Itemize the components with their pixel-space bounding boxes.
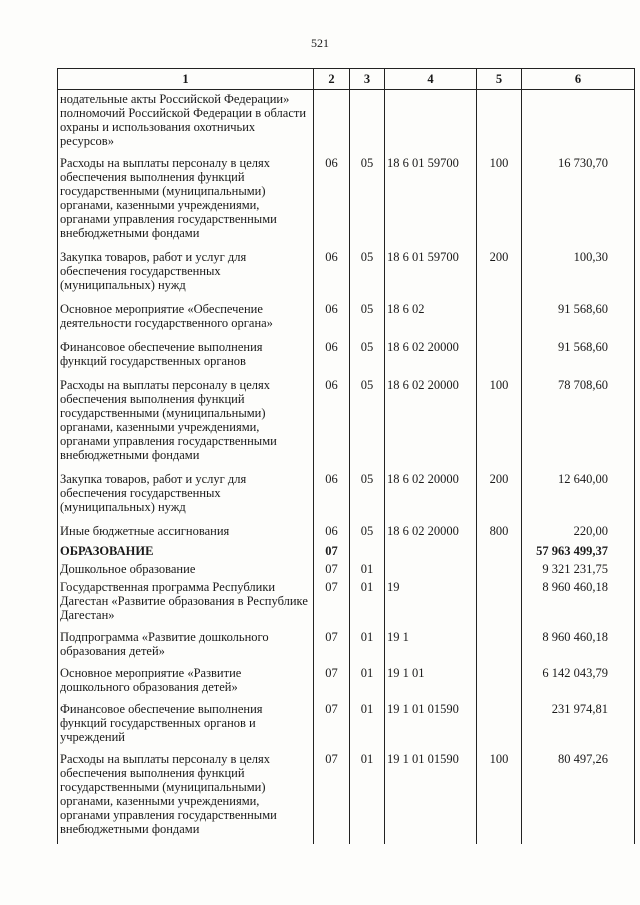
expense-type-code bbox=[477, 562, 522, 580]
subsection-code: 05 bbox=[350, 472, 385, 524]
section-code: 06 bbox=[314, 340, 350, 378]
subsection-code bbox=[350, 544, 385, 562]
target-article-code bbox=[385, 562, 477, 580]
table-row bbox=[58, 580, 635, 630]
expense-type-code bbox=[477, 340, 522, 378]
section-code: 06 bbox=[314, 378, 350, 472]
section-code: 06 bbox=[314, 472, 350, 524]
subsection-code: 01 bbox=[350, 580, 385, 630]
subsection-code: 01 bbox=[350, 752, 385, 844]
subsection-code: 01 bbox=[350, 666, 385, 702]
amount bbox=[522, 90, 635, 157]
subsection-code: 01 bbox=[350, 702, 385, 752]
amount: 80 497,26 bbox=[522, 752, 635, 844]
expense-type-code: 100 bbox=[477, 378, 522, 472]
section-code: 07 bbox=[314, 630, 350, 666]
target-article-code bbox=[385, 544, 477, 562]
expense-type-code bbox=[477, 630, 522, 666]
amount: 220,00 bbox=[522, 524, 635, 544]
table-body bbox=[58, 90, 635, 845]
target-article-code: 19 1 01 01590 bbox=[385, 752, 477, 844]
column-header: 4 bbox=[385, 69, 477, 90]
expense-type-code: 200 bbox=[477, 250, 522, 302]
table-row bbox=[58, 562, 635, 580]
section-code: 06 bbox=[314, 156, 350, 250]
amount: 16 730,70 bbox=[522, 156, 635, 250]
expense-type-code: 200 bbox=[477, 472, 522, 524]
item-name: Финансовое обеспечение выполнения функций государственных органов bbox=[58, 340, 314, 378]
item-name: Расходы на выплаты персоналу в целях обеспечения выполнения функций государственными (муниципальными) органами, казенными учреждениями, органами управления государственными внебюджетными фондами bbox=[58, 378, 314, 472]
amount: 8 960 460,18 bbox=[522, 580, 635, 630]
column-header: 2 bbox=[314, 69, 350, 90]
item-name: Закупка товаров, работ и услуг для обеспечения государственных (муниципальных) нужд bbox=[58, 250, 314, 302]
item-name: Подпрограмма «Развитие дошкольного образования детей» bbox=[58, 630, 314, 666]
target-article-code: 18 6 02 20000 bbox=[385, 524, 477, 544]
amount: 6 142 043,79 bbox=[522, 666, 635, 702]
section-code bbox=[314, 90, 350, 157]
column-header: 3 bbox=[350, 69, 385, 90]
section-code: 06 bbox=[314, 524, 350, 544]
column-header: 6 bbox=[522, 69, 635, 90]
expense-type-code bbox=[477, 580, 522, 630]
item-name: ОБРАЗОВАНИЕ bbox=[58, 544, 314, 562]
item-name: Расходы на выплаты персоналу в целях обеспечения выполнения функций государственными (муниципальными) органами, казенными учреждениями, органами управления государственными внебюджетными фондами bbox=[58, 156, 314, 250]
subsection-code: 01 bbox=[350, 562, 385, 580]
section-code: 06 bbox=[314, 302, 350, 340]
section-code: 07 bbox=[314, 752, 350, 844]
table-row bbox=[58, 302, 635, 340]
amount: 12 640,00 bbox=[522, 472, 635, 524]
table-row bbox=[58, 666, 635, 702]
subsection-code: 05 bbox=[350, 378, 385, 472]
item-name: Государственная программа Республики Дагестан «Развитие образования в Республике Дагестан» bbox=[58, 580, 314, 630]
subsection-code: 05 bbox=[350, 302, 385, 340]
item-name: Основное мероприятие «Обеспечение деятельности государственного органа» bbox=[58, 302, 314, 340]
target-article-code: 19 bbox=[385, 580, 477, 630]
table-row bbox=[58, 378, 635, 472]
expense-type-code bbox=[477, 90, 522, 157]
table-row bbox=[58, 630, 635, 666]
section-code: 07 bbox=[314, 562, 350, 580]
amount: 8 960 460,18 bbox=[522, 630, 635, 666]
budget-table bbox=[57, 68, 635, 844]
table-row bbox=[58, 472, 635, 524]
target-article-code bbox=[385, 90, 477, 157]
table-row bbox=[58, 524, 635, 544]
table-row bbox=[58, 752, 635, 844]
amount: 100,30 bbox=[522, 250, 635, 302]
item-name: Основное мероприятие «Развитие дошкольного образования детей» bbox=[58, 666, 314, 702]
target-article-code: 18 6 02 20000 bbox=[385, 340, 477, 378]
subsection-code bbox=[350, 90, 385, 157]
amount: 9 321 231,75 bbox=[522, 562, 635, 580]
expense-type-code: 100 bbox=[477, 752, 522, 844]
subsection-code: 05 bbox=[350, 524, 385, 544]
expense-type-code bbox=[477, 666, 522, 702]
expense-type-code: 100 bbox=[477, 156, 522, 250]
item-name: Закупка товаров, работ и услуг для обеспечения государственных (муниципальных) нужд bbox=[58, 472, 314, 524]
expense-type-code bbox=[477, 302, 522, 340]
section-code: 07 bbox=[314, 580, 350, 630]
subsection-code: 05 bbox=[350, 340, 385, 378]
page-number: 521 bbox=[311, 36, 329, 50]
table-row bbox=[58, 250, 635, 302]
table-row bbox=[58, 702, 635, 752]
amount: 57 963 499,37 bbox=[522, 544, 635, 562]
target-article-code: 18 6 02 bbox=[385, 302, 477, 340]
table-row bbox=[58, 340, 635, 378]
table-row bbox=[58, 156, 635, 250]
table-row bbox=[58, 90, 635, 157]
column-header: 5 bbox=[477, 69, 522, 90]
expense-type-code bbox=[477, 544, 522, 562]
subsection-code: 05 bbox=[350, 250, 385, 302]
target-article-code: 19 1 01 bbox=[385, 666, 477, 702]
expense-type-code bbox=[477, 702, 522, 752]
section-code: 07 bbox=[314, 702, 350, 752]
section-code: 06 bbox=[314, 250, 350, 302]
target-article-code: 19 1 bbox=[385, 630, 477, 666]
expense-type-code: 800 bbox=[477, 524, 522, 544]
table-header-row bbox=[58, 69, 635, 90]
target-article-code: 18 6 01 59700 bbox=[385, 156, 477, 250]
item-name: Расходы на выплаты персоналу в целях обеспечения выполнения функций государственными (муниципальными) органами, казенными учреждениями, органами управления государственными внебюджетными фондами bbox=[58, 752, 314, 844]
column-header: 1 bbox=[58, 69, 314, 90]
item-name: Финансовое обеспечение выполнения функций государственных органов и учреждений bbox=[58, 702, 314, 752]
target-article-code: 18 6 02 20000 bbox=[385, 378, 477, 472]
section-code: 07 bbox=[314, 544, 350, 562]
item-name: нодательные акты Российской Федерации» полномочий Российской Федерации в области охраны и использования охотничьих ресурсов» bbox=[58, 90, 314, 157]
amount: 231 974,81 bbox=[522, 702, 635, 752]
amount: 91 568,60 bbox=[522, 302, 635, 340]
target-article-code: 18 6 01 59700 bbox=[385, 250, 477, 302]
target-article-code: 18 6 02 20000 bbox=[385, 472, 477, 524]
subsection-code: 01 bbox=[350, 630, 385, 666]
amount: 78 708,60 bbox=[522, 378, 635, 472]
item-name: Дошкольное образование bbox=[58, 562, 314, 580]
section-code: 07 bbox=[314, 666, 350, 702]
target-article-code: 19 1 01 01590 bbox=[385, 702, 477, 752]
item-name: Иные бюджетные ассигнования bbox=[58, 524, 314, 544]
amount: 91 568,60 bbox=[522, 340, 635, 378]
subsection-code: 05 bbox=[350, 156, 385, 250]
table-row bbox=[58, 544, 635, 562]
